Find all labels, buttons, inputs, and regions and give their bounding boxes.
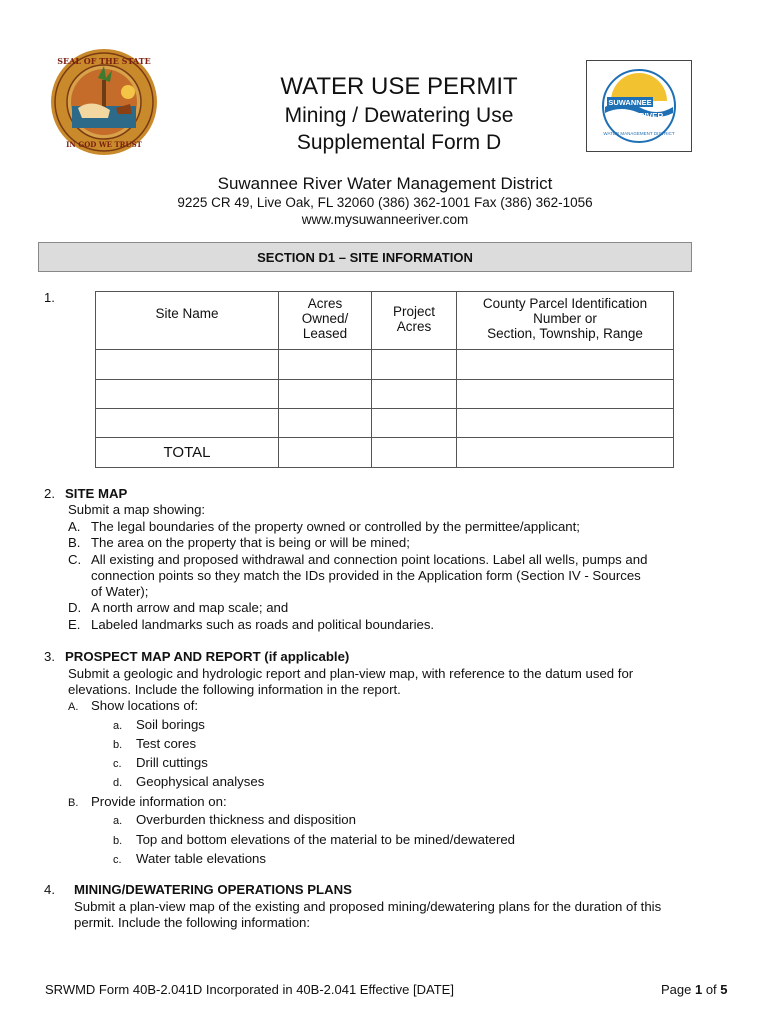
- svg-text:SEAL OF THE STATE: SEAL OF THE STATE: [57, 56, 151, 66]
- footer-page-number: [661, 982, 728, 997]
- list-item-letter: a.: [113, 720, 123, 732]
- logo-text-mid: RIVER: [638, 112, 664, 121]
- parcel-id-cell[interactable]: [457, 380, 674, 409]
- list-item: Drill cuttings: [136, 755, 208, 770]
- item-3-number: 3.: [44, 649, 55, 664]
- list-item: Geophysical analyses: [136, 774, 265, 789]
- page-prefix: Page: [661, 982, 695, 997]
- site-name-cell[interactable]: [96, 380, 279, 409]
- col-project-acres: Project Acres: [372, 292, 457, 350]
- page-of: of: [702, 982, 721, 997]
- list-item-letter: D.: [68, 600, 82, 615]
- item-3-heading: PROSPECT MAP AND REPORT (if applicable): [65, 649, 350, 664]
- item-3-a-text: Show locations of:: [91, 698, 199, 713]
- list-item-letter: C.: [68, 552, 82, 567]
- table-row: [96, 409, 674, 438]
- svg-text:IN GOD WE TRUST: IN GOD WE TRUST: [66, 140, 142, 149]
- acres-owned-cell[interactable]: [279, 409, 372, 438]
- form-subtitle-2: Supplemental Form D: [296, 131, 502, 154]
- parcel-id-cell[interactable]: [457, 409, 674, 438]
- item-4-heading: MINING/DEWATERING OPERATIONS PLANS: [74, 882, 352, 897]
- list-item-continued: connection points so they match the IDs provided in the Application form (Section IV - Sources: [91, 568, 641, 583]
- item-2-intro: Submit a map showing:: [68, 502, 206, 517]
- acres-owned-cell[interactable]: [279, 380, 372, 409]
- project-acres-cell[interactable]: [372, 409, 457, 438]
- list-item: Overburden thickness and disposition: [136, 812, 356, 827]
- col-parcel-id: County Parcel Identification Number or Section, Township, Range: [457, 292, 674, 350]
- item-3-b-text: Provide information on:: [91, 794, 227, 809]
- list-item-letter: b.: [113, 739, 123, 751]
- list-item-letter: b.: [113, 835, 123, 847]
- item-3-text: Submit a geologic and hydrologic report and plan-view map, with reference to the datum used for: [68, 666, 634, 681]
- list-item: Soil borings: [136, 717, 205, 732]
- col-acres-owned: Acres Owned/ Leased: [279, 292, 372, 350]
- page-current: 1: [694, 982, 703, 997]
- list-item: The area on the property that is being or will be mined;: [91, 535, 410, 550]
- item-4-text: Submit a plan-view map of the existing and proposed mining/dewatering plans for the duration of this: [74, 899, 662, 914]
- list-item: All existing and proposed withdrawal and connection point locations. Label all wells, pumps and: [91, 552, 648, 567]
- list-item: The legal boundaries of the property owned or controlled by the permittee/applicant;: [91, 519, 580, 534]
- list-item: Test cores: [136, 736, 197, 751]
- total-project-acres-cell[interactable]: [372, 438, 457, 468]
- footer-form-info: SRWMD Form 40B-2.041D Incorporated in 40B-2.041 Effective [DATE]: [45, 982, 454, 997]
- table-total-row: [96, 438, 674, 468]
- list-item: Top and bottom elevations of the material to be mined/dewatered: [136, 832, 516, 847]
- list-item-letter: B.: [68, 797, 79, 809]
- district-address: 9225 CR 49, Live Oak, FL 32060 (386) 362-1001 Fax (386) 362-1056: [177, 195, 593, 210]
- col-site-name: Site Name: [96, 292, 279, 350]
- list-item-letter: d.: [113, 777, 123, 789]
- total-parcel-cell: [457, 438, 674, 468]
- parcel-id-cell[interactable]: [457, 350, 674, 380]
- list-item-letter: E.: [68, 617, 81, 632]
- list-item: A north arrow and map scale; and: [91, 600, 289, 615]
- table-row: [96, 380, 674, 409]
- list-item-letter: A.: [68, 519, 81, 534]
- item-1-number: 1.: [44, 290, 55, 305]
- acres-owned-cell[interactable]: [279, 350, 372, 380]
- logo-text-bottom: WATER MANAGEMENT DISTRICT: [603, 131, 675, 136]
- item-2-number: 2.: [44, 486, 55, 501]
- total-acres-owned-cell[interactable]: [279, 438, 372, 468]
- list-item: Water table elevations: [136, 851, 266, 866]
- list-item-continued: of Water);: [91, 584, 149, 599]
- site-info-table: [95, 291, 674, 468]
- form-title: WATER USE PERMIT: [280, 73, 518, 100]
- item-4-number: 4.: [44, 882, 55, 897]
- page-total: 5: [720, 982, 728, 997]
- form-subtitle: Mining / Dewatering Use: [284, 104, 514, 127]
- list-item-letter: a.: [113, 815, 123, 827]
- logo-text-top: SUWANNEE: [608, 98, 652, 107]
- list-item-letter: c.: [113, 758, 122, 770]
- item-4-text: permit. Include the following information:: [74, 915, 311, 930]
- list-item: Labeled landmarks such as roads and political boundaries.: [91, 617, 435, 632]
- district-name: Suwannee River Water Management District: [217, 174, 553, 193]
- list-item-letter: c.: [113, 854, 122, 866]
- site-name-cell[interactable]: [96, 350, 279, 380]
- table-row: [96, 350, 674, 380]
- project-acres-cell[interactable]: [372, 380, 457, 409]
- list-item-letter: A.: [68, 701, 79, 713]
- section-d1-header: SECTION D1 – SITE INFORMATION: [38, 242, 692, 272]
- site-name-cell[interactable]: [96, 409, 279, 438]
- item-3-text: elevations. Include the following information in the report.: [68, 682, 401, 697]
- list-item-letter: B.: [68, 535, 81, 550]
- project-acres-cell[interactable]: [372, 350, 457, 380]
- total-label: TOTAL: [96, 438, 279, 468]
- table-header-row: [96, 292, 674, 350]
- district-website: www.mysuwanneeriver.com: [301, 212, 469, 227]
- item-2-heading: SITE MAP: [65, 486, 128, 501]
